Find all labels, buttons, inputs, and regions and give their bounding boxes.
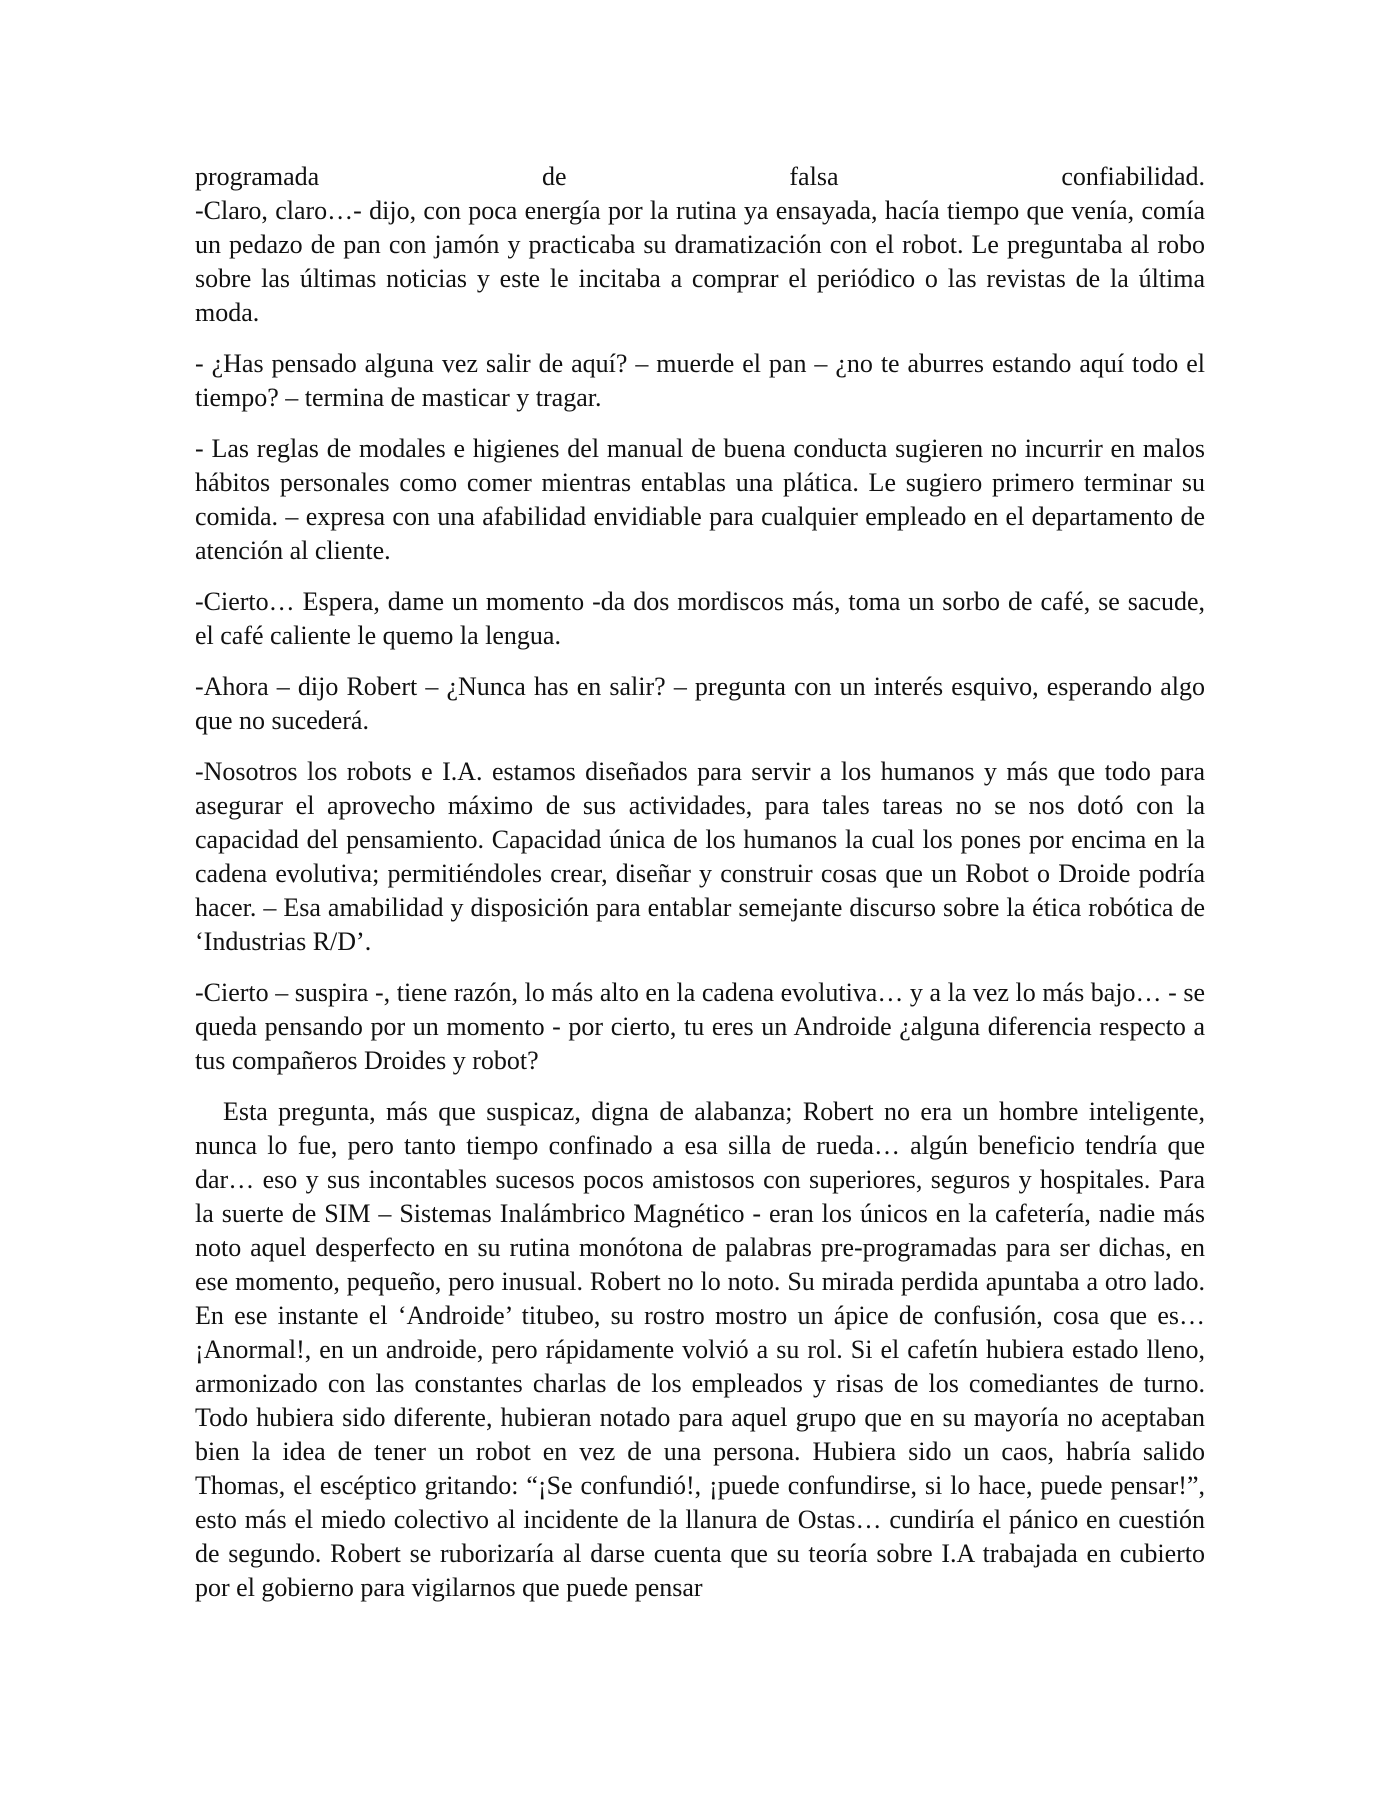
paragraph-2: - ¿Has pensado alguna vez salir de aquí? – muerde el pan – ¿no te aburres estando aquí todo el tiempo? – termina de masticar y tragar. [195, 349, 1205, 412]
document-page [195, 160, 1205, 1622]
paragraph-1-text: -Claro, claro…- dijo, con poca energía por la rutina ya ensayada, hacía tiempo que venía, comía un pedazo de pan con jamón y practicaba su dramatización con el robot. Le preguntaba al robo sobre las últimas noticias y este le incitaba a comprar el periódico o las revistas de la última moda. [195, 196, 1205, 327]
paragraph-7: -Cierto – suspira -, tiene razón, lo más alto en la cadena evolutiva… y a la vez lo más bajo… - se queda pensando por un momento - por cierto, tu eres un Androide ¿alguna diferencia respecto a tus compañeros Droides y robot? [195, 978, 1205, 1075]
paragraph-5: -Ahora – dijo Robert – ¿Nunca has en salir? – pregunta con un interés esquivo, esperando algo que no sucederá. [195, 672, 1205, 735]
paragraph-1 [195, 160, 1205, 330]
paragraph-4: -Cierto… Espera, dame un momento -da dos mordiscos más, toma un sorbo de café, se sacude, el café caliente le quemo la lengua. [195, 587, 1205, 650]
paragraph-3: - Las reglas de modales e higienes del manual de buena conducta sugieren no incurrir en malos hábitos personales como comer mientras entablas una plática. Le sugiero primero terminar su comida. – expresa con una afabilidad envidiable para cualquier empleado en el departamento de atención al cliente. [195, 434, 1205, 565]
paragraph-6: -Nosotros los robots e I.A. estamos diseñados para servir a los humanos y más que todo para asegurar el aprovecho máximo de sus actividades, para tales tareas no se nos dotó con la capacidad del pensamiento. Capacidad única de los humanos la cual los pones por encima en la cadena evolutiva; permitiéndoles crear, diseñar y construir cosas que un Robot o Droide podría hacer. – Esa amabilidad y disposición para entablar semejante discurso sobre la ética robótica de ‘Industrias R/D’. [195, 757, 1205, 956]
paragraph-1-first-line: programada de falsa confiabilidad. [195, 162, 1205, 191]
paragraph-8: Esta pregunta, más que suspicaz, digna de alabanza; Robert no era un hombre inteligente, nunca lo fue, pero tanto tiempo confinado a esa silla de rueda… algún beneficio tendría que dar… eso y sus incontables sucesos pocos amistosos con superiores, seguros y hospitales. Para la suerte de SIM – Sistemas Inalámbrico Magnético - eran los únicos en la cafetería, nadie más noto aquel desperfecto en su rutina monótona de palabras pre-programadas para ser dichas, en ese momento, pequeño, pero inusual. Robert no lo noto. Su mirada perdida apuntaba a otro lado. En ese instante el ‘Androide’ titubeo, su rostro mostro un ápice de confusión, cosa que es… ¡Anormal!, en un androide, pero rápidamente volvió a su rol. Si el cafetín hubiera estado lleno, armonizado con las constantes charlas de los empleados y risas de los comediantes de turno. Todo hubiera sido diferente, hubieran notado para aquel grupo que en su mayoría no aceptaban bien la idea de tener un robot en vez de una persona. Hubiera sido un caos, habría salido Thomas, el escéptico gritando: “¡Se confundió!, ¡puede confundirse, si lo hace, puede pensar!”, esto más el miedo colectivo al incidente de la llanura de Ostas… cundiría el pánico en cuestión de segundo. Robert se ruborizaría al darse cuenta que su teoría sobre I.A trabajada en cubierto por el gobierno para vigilarnos que puede pensar [195, 1097, 1205, 1602]
